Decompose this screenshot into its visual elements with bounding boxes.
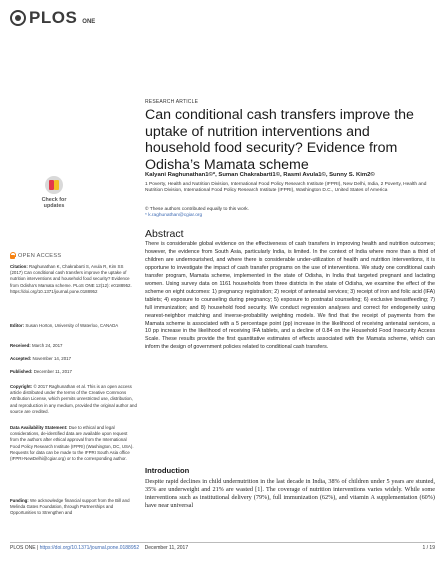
abstract-heading: Abstract (145, 228, 184, 240)
author-list: Kalyani Raghunathan1©*, Suman Chakrabarti1©, Rasmi Avula1©, Sunny S. Kim2© (145, 172, 375, 178)
published-label: Published: (10, 369, 33, 374)
data-availability-text: Due to ethical and legal considerations, de-identified data are available upon request from the authors after ethical approval from the International Food Policy Research Institute (IFPRI) (Washington, DC, USA). Requests for data can be made to the IFPRI South Asia office (IFPRI-NewDelhi@cgiar.org) or to the corresponding author. (10, 425, 134, 462)
introduction-heading: Introduction (145, 466, 190, 475)
corresponding-email-link[interactable]: * k.raghunathan@cgiar.org (145, 213, 203, 219)
data-availability-label: Data Availability Statement: (10, 425, 68, 430)
check-for-updates-badge[interactable] (36, 176, 72, 216)
article-type: RESEARCH ARTICLE (145, 99, 199, 105)
equal-contribution-note: © These authors contributed equally to this work. (145, 207, 249, 212)
editor-block (10, 323, 137, 329)
author-notes (145, 207, 435, 220)
copyright-label: Copyright: (10, 384, 33, 389)
crossmark-label: Check for updates (41, 197, 67, 209)
affiliations: 1 Poverty, Health and Nutrition Division, International Food Policy Research Institute (IFPRI), New Delhi, India, 2 Poverty, Health and Nutrition Division, International Food Policy Research Institute (IFPRI), Washington D.C., United States of America (145, 182, 427, 194)
open-access-label (10, 252, 61, 259)
page-footer (10, 542, 435, 551)
abstract-text: There is considerable global evidence on the effectiveness of cash transfers in improving health and nutrition outcomes; however, the evidence from South Asia, particularly India, is limited. In the context of India where more than a third of children are undernourished, and where there is considerable under-utilization of health and nutrition interventions, it is opportune to investigate the impact of cash transfer programs on the use of interventions. We study one conditional cash transfer program, Mamata scheme, implemented in the state of Odisha, in India that targeted pregnant and lactating women. Using survey data on 1161 households from three districts in the state of Odisha, we examine the effect of the scheme on eight outcomes: 1) pregnancy registration; 2) receipt of antenatal services; 3) receipt of iron and folic acid (IFA) tablets; 4) exposure to counseling during pregnancy; 5) exposure to postnatal counseling; 6) exclusive breastfeeding; 7) full immunization; and 8) household food security. We conduct regression analyses and correct for endogeneity using nearest-neighbor matching and inverse-probability weighting models. We find that the receipt of payments from the Mamata scheme is associated with a 5 percentage point (pp) increase in the likelihood of receiving antenatal services, a 10 pp increase in the likelihood of receiving IFA tablets, and a decline of 0.84 on the Household Food Insecurity Access Scale. These results provide the first quantitative estimates of effects associated with the Mamata scheme, which can inform the design of government policies related to conditional cash transfers. (145, 241, 435, 351)
open-access-lock-icon (10, 252, 15, 259)
published-date: December 11, 2017 (33, 369, 72, 374)
copyright-text: © 2017 Raghunathan et al. This is an open access article distributed under the terms of the Creative Commons Attribution License, which permits unrestricted use, distribution, and reproduction in any medium, provided the original author and source are credited. (10, 384, 137, 414)
copyright-block (10, 384, 137, 415)
accepted-label: Accepted: (10, 356, 32, 361)
plos-logo-icon (10, 10, 26, 26)
editor-text: Susan Horton, University of Waterloo, CANADA (25, 323, 119, 328)
footer-doi-link[interactable]: https://doi.org/10.1371/journal.pone.0188952 (39, 545, 140, 551)
citation-block (10, 264, 137, 295)
received-date: March 24, 2017 (31, 343, 63, 348)
citation-label: Citation: (10, 264, 28, 269)
introduction-text: Despite rapid declines in child undernutrition in the last decade in India, 38% of children under 5 years are stunted, 35% are underweight and 21% are wasted [1]. The coverage of nutrition interventions varies widely. While some interventions such as institutional delivery (79%), full immunization (62%), and vitamin A supplementation (60%) have near universal (145, 478, 435, 510)
published-block (10, 369, 137, 375)
editor-label: Editor: (10, 323, 25, 328)
plos-one-logo (10, 8, 95, 28)
funding-label: Funding: (10, 498, 29, 503)
received-block (10, 343, 137, 349)
page-number: 1 / 19 (422, 545, 435, 551)
logo-subtext: ONE (82, 18, 96, 25)
funding-block (10, 498, 137, 517)
data-availability-block (10, 425, 137, 462)
citation-text: Raghunathan K, Chakrabarti S, Avula R, Kim SS (2017) Can conditional cash transfers improve the uptake of nutrition interventions and household food security? Evidence from Odisha’s Mamata scheme. PLoS ONE 12(12): e0188952. https://doi.org/10.1371/journal.pone.0188952 (10, 264, 132, 294)
logo-text: PLOS (29, 8, 78, 27)
article-title: Can conditional cash transfers improve the uptake of nutrition interventions and household food security? Evidence from Odisha’s Mamata scheme (145, 107, 414, 173)
footer-journal: PLOS ONE (10, 545, 36, 551)
accepted-date: November 14, 2017 (32, 356, 72, 361)
footer-citation: PLOS ONE | https://doi.org/10.1371/journal.pone.0188952 December 11, 2017 (10, 545, 189, 551)
funding-text: We acknowledge financial support from the Bill and Melinda Gates Foundation, through Partnerships and Opportunities to Strengthen and (10, 498, 130, 516)
accepted-block (10, 356, 137, 362)
open-access-text: OPEN ACCESS (18, 252, 62, 259)
received-label: Received: (10, 343, 31, 348)
footer-date: December 11, 2017 (144, 545, 189, 551)
